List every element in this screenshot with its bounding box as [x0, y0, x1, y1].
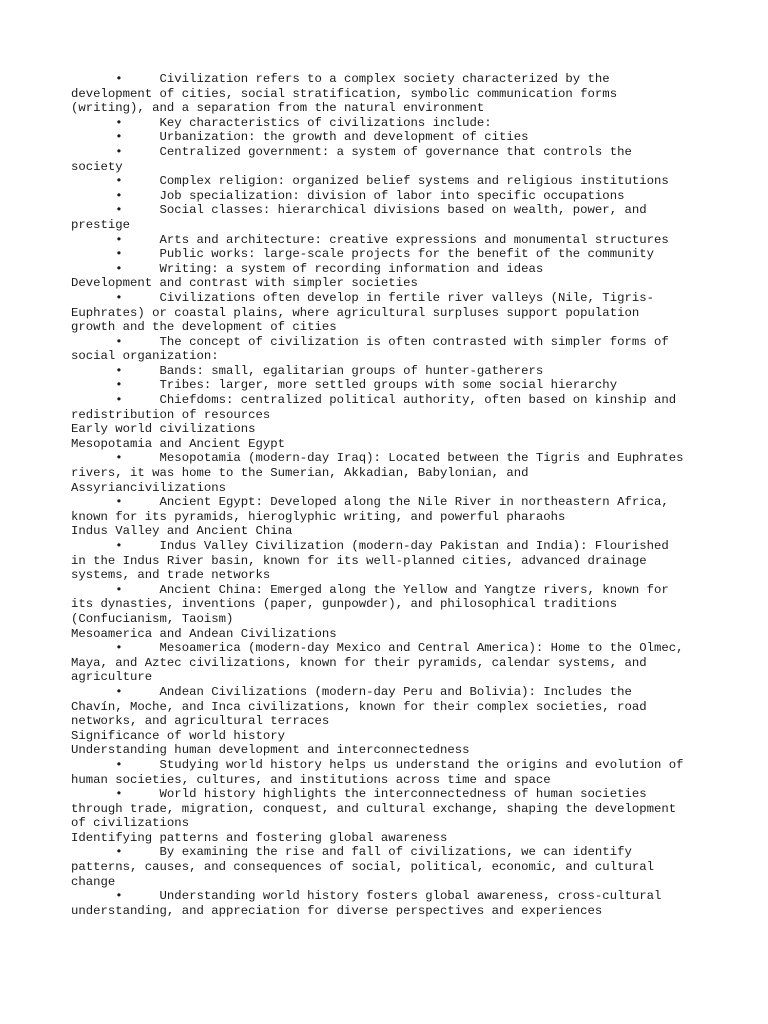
text-line: • The concept of civilization is often contrasted with simpler forms of: [71, 334, 669, 349]
text-line: • Understanding world history fosters global awareness, cross-cultural: [71, 889, 662, 904]
text-line: • Urbanization: the growth and development of cities: [71, 130, 529, 145]
text-line: Early world civilizations: [71, 422, 256, 437]
text-line: • Writing: a system of recording information and ideas: [71, 261, 544, 276]
text-line: • Studying world history helps us understand the origins and evolution of: [71, 757, 684, 772]
text-line: society: [71, 159, 123, 174]
text-line: • World history highlights the interconnectedness of human societies: [71, 787, 647, 802]
text-line: • Social classes: hierarchical divisions based on wealth, power, and: [71, 203, 647, 218]
text-line: understanding, and appreciation for diverse perspectives and experiences: [71, 903, 603, 918]
text-line: Mesoamerica and Andean Civilizations: [71, 626, 337, 641]
text-line: • By examining the rise and fall of civilizations, we can identify: [71, 845, 632, 860]
text-line: • Indus Valley Civilization (modern-day Pakistan and India): Flourished: [71, 539, 669, 553]
text-line: • Complex religion: organized belief systems and religious institutions: [71, 174, 669, 189]
text-line: its dynasties, inventions (paper, gunpowder), and philosophical traditions: [71, 597, 618, 612]
text-line: Identifying patterns and fostering global awareness: [71, 830, 448, 845]
text-line: Development and contrast with simpler societies: [71, 276, 418, 291]
text-line: Understanding human development and interconnectedness: [71, 743, 470, 758]
text-line: Indus Valley and Ancient China: [71, 524, 293, 539]
text-line: • Tribes: larger, more settled groups with some social hierarchy: [71, 378, 618, 393]
text-line: • Ancient Egypt: Developed along the Nile River in northeastern Africa,: [71, 495, 669, 510]
text-line: • Bands: small, egalitarian groups of hunter-gatherers: [71, 363, 544, 378]
text-line: • Job specialization: division of labor into specific occupations: [71, 188, 625, 203]
document-page: [71, 72, 711, 918]
text-line: • Ancient China: Emerged along the Yellow and Yangtze rivers, known for: [71, 582, 669, 597]
text-line: • Public works: large-scale projects for the benefit of the community: [71, 247, 654, 262]
text-line: Chavín, Moche, and Inca civilizations, known for their complex societies, road: [71, 699, 647, 714]
text-line: growth and the development of cities: [71, 320, 337, 335]
text-line: • Mesopotamia (modern-day Iraq): Located between the Tigris and Euphrates: [71, 451, 684, 466]
text-line: prestige: [71, 217, 131, 232]
text-line: • Mesoamerica (modern-day Mexico and Central America): Home to the Olmec,: [71, 641, 684, 656]
text-line: • Andean Civilizations (modern-day Peru and Bolivia): Includes the: [71, 684, 632, 699]
text-line: • Key characteristics of civilizations include:: [71, 115, 492, 130]
text-line: Significance of world history: [71, 728, 286, 743]
text-line: (writing), and a separation from the natural environment: [71, 101, 485, 116]
text-line: Assyriancivilizations: [71, 480, 226, 495]
text-line: Maya, and Aztec civilizations, known for their pyramids, calendar systems, and: [71, 655, 647, 670]
text-line: social organization:: [71, 349, 219, 364]
text-line: known for its pyramids, hieroglyphic writing, and powerful pharaohs: [71, 509, 566, 524]
text-line: Euphrates) or coastal plains, where agricultural surpluses support population: [71, 305, 640, 320]
text-line: through trade, migration, conquest, and cultural exchange, shaping the development: [71, 801, 677, 816]
text-line: (Confucianism, Taoism): [71, 611, 234, 626]
text-line: in the Indus River basin, known for its well-planned cities, advanced drainage: [71, 553, 647, 568]
text-line: • Civilizations often develop in fertile river valleys (Nile, Tigris-: [71, 290, 654, 305]
text-line: redistribution of resources: [71, 407, 271, 422]
text-line: networks, and agricultural terraces: [71, 714, 330, 729]
text-line: human societies, cultures, and institutions across time and space: [71, 772, 551, 787]
text-line: of civilizations: [71, 816, 190, 831]
text-line: • Centralized government: a system of governance that controls the: [71, 144, 632, 159]
text-line: agriculture: [71, 670, 153, 685]
text-line: development of cities, social stratification, symbolic communication forms: [71, 86, 618, 101]
text-line: patterns, causes, and consequences of social, political, economic, and cultural: [71, 860, 654, 875]
text-line: change: [71, 874, 116, 889]
text-line: • Civilization refers to a complex society characterized by the: [71, 72, 610, 86]
text-line: • Chiefdoms: centralized political authority, often based on kinship and: [71, 393, 677, 408]
text-line: systems, and trade networks: [71, 568, 271, 583]
text-line: Mesopotamia and Ancient Egypt: [71, 436, 286, 451]
text-line: rivers, it was home to the Sumerian, Akkadian, Babylonian, and: [71, 466, 529, 481]
text-line: • Arts and architecture: creative expressions and monumental structures: [71, 232, 669, 247]
